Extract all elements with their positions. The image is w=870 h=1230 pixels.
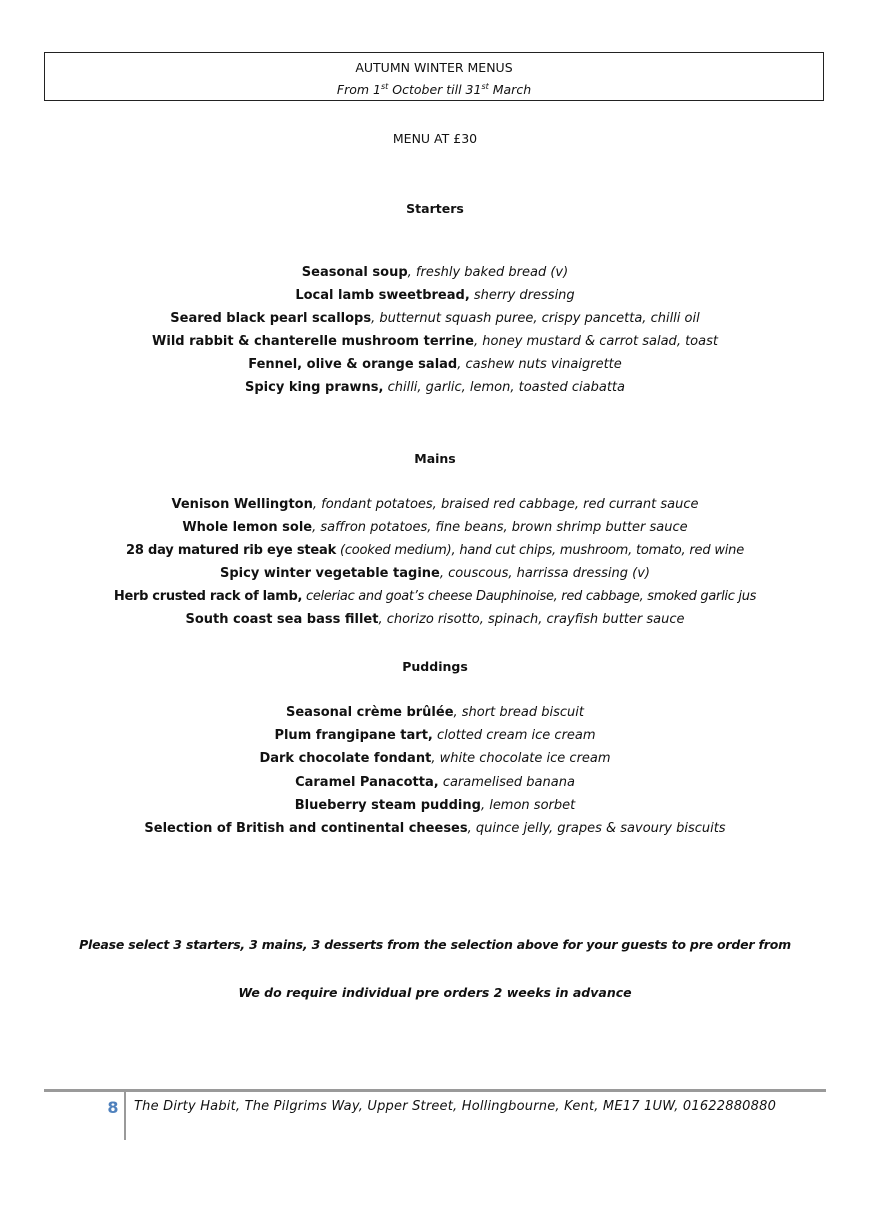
menu-title: AUTUMN WINTER MENUS	[355, 60, 513, 75]
main-item	[0, 519, 870, 537]
item-description: , honey mustard & carrot salad, toast	[474, 334, 718, 349]
item-description: clotted cream ice cream	[432, 728, 596, 743]
pudding-item	[0, 750, 870, 768]
pre-order-advance-note: We do require individual pre orders 2 weeks in advance	[238, 985, 632, 1000]
item-description: , fondant potatoes, braised red cabbage, red currant sauce	[312, 497, 699, 512]
item-name: Spicy king prawns,	[245, 380, 384, 395]
item-description: (cooked medium), hand cut chips, mushroom, tomato, red wine	[336, 543, 745, 558]
starter-item	[0, 287, 870, 305]
item-name: Caramel Panacotta,	[295, 775, 439, 790]
item-description: , freshly baked bread (v)	[407, 265, 569, 280]
pre-order-selection-note: Please select 3 starters, 3 mains, 3 desserts from the selection above for your guests to pre order from	[79, 937, 791, 952]
mains-heading: Mains	[414, 451, 456, 466]
item-name: Selection of British and continental cheeses	[144, 821, 468, 836]
pudding-item	[0, 820, 870, 838]
item-description: caramelised banana	[438, 775, 575, 790]
puddings-heading: Puddings	[402, 659, 468, 674]
item-description: , chorizo risotto, spinach, crayfish butter sauce	[378, 612, 685, 627]
page-number: 8	[107, 1098, 119, 1117]
starter-item	[0, 333, 870, 351]
main-item	[0, 542, 870, 560]
season-dates-sup-2: st	[481, 81, 489, 91]
item-name: Seared black pearl scallops	[170, 311, 372, 326]
season-dates-sup-1: st	[380, 81, 389, 91]
item-name: Local lamb sweetbread,	[295, 288, 470, 303]
menu-header-box	[44, 52, 824, 101]
item-name: Fennel, olive & orange salad	[248, 357, 458, 372]
item-description: , quince jelly, grapes & savoury biscuits	[467, 821, 726, 836]
item-description: , saffron potatoes, fine beans, brown shrimp butter sauce	[312, 520, 688, 535]
item-name: Wild rabbit & chanterelle mushroom terrine	[152, 334, 474, 349]
item-description: , butternut squash puree, crispy pancetta, chilli oil	[371, 311, 700, 326]
season-dates-from: From 1	[336, 82, 381, 97]
item-description: chilli, garlic, lemon, toasted ciabatta	[383, 380, 625, 395]
item-description: , lemon sorbet	[480, 798, 576, 813]
starter-item	[0, 310, 870, 328]
starter-item	[0, 356, 870, 374]
main-item	[0, 588, 870, 606]
main-item	[0, 496, 870, 514]
item-name: Herb crusted rack of lamb,	[113, 589, 303, 604]
item-name: Whole lemon sole	[182, 520, 313, 535]
pudding-item	[0, 727, 870, 745]
footer-divider	[124, 1092, 126, 1140]
menu-price: MENU AT £30	[392, 131, 478, 146]
main-item	[0, 611, 870, 629]
item-description: , cashew nuts vinaigrette	[457, 357, 622, 372]
item-description: sherry dressing	[469, 288, 575, 303]
item-name: Seasonal crème brûlée	[286, 705, 454, 720]
footer-address: The Dirty Habit, The Pilgrims Way, Upper Street, Hollingbourne, Kent, ME17 1UW, 01622880880	[134, 1099, 777, 1114]
item-name: Spicy winter vegetable tagine	[220, 566, 440, 581]
footer-rule	[44, 1089, 826, 1092]
starter-item	[0, 264, 870, 282]
menu-season-dates	[45, 82, 823, 98]
pudding-item	[0, 704, 870, 722]
item-name: Venison Wellington	[171, 497, 313, 512]
pudding-item	[0, 774, 870, 792]
starters-heading: Starters	[406, 201, 464, 216]
item-description: , short bread biscuit	[453, 705, 584, 720]
item-name: South coast sea bass fillet	[185, 612, 379, 627]
item-description: celeriac and goat’s cheese Dauphinoise, red cabbage, smoked garlic jus	[302, 589, 757, 604]
season-dates-till: October till 31	[388, 82, 482, 97]
item-name: Dark chocolate fondant	[259, 751, 432, 766]
season-dates-end: March	[488, 82, 532, 97]
item-name: 28 day matured rib eye steak	[125, 543, 337, 558]
main-item	[0, 565, 870, 583]
starter-item	[0, 379, 870, 397]
item-description: , white chocolate ice cream	[431, 751, 611, 766]
item-name: Seasonal soup	[301, 265, 408, 280]
item-description: , couscous, harrissa dressing (v)	[439, 566, 650, 581]
item-name: Blueberry steam pudding	[294, 798, 481, 813]
pudding-item	[0, 797, 870, 815]
item-name: Plum frangipane tart,	[274, 728, 433, 743]
